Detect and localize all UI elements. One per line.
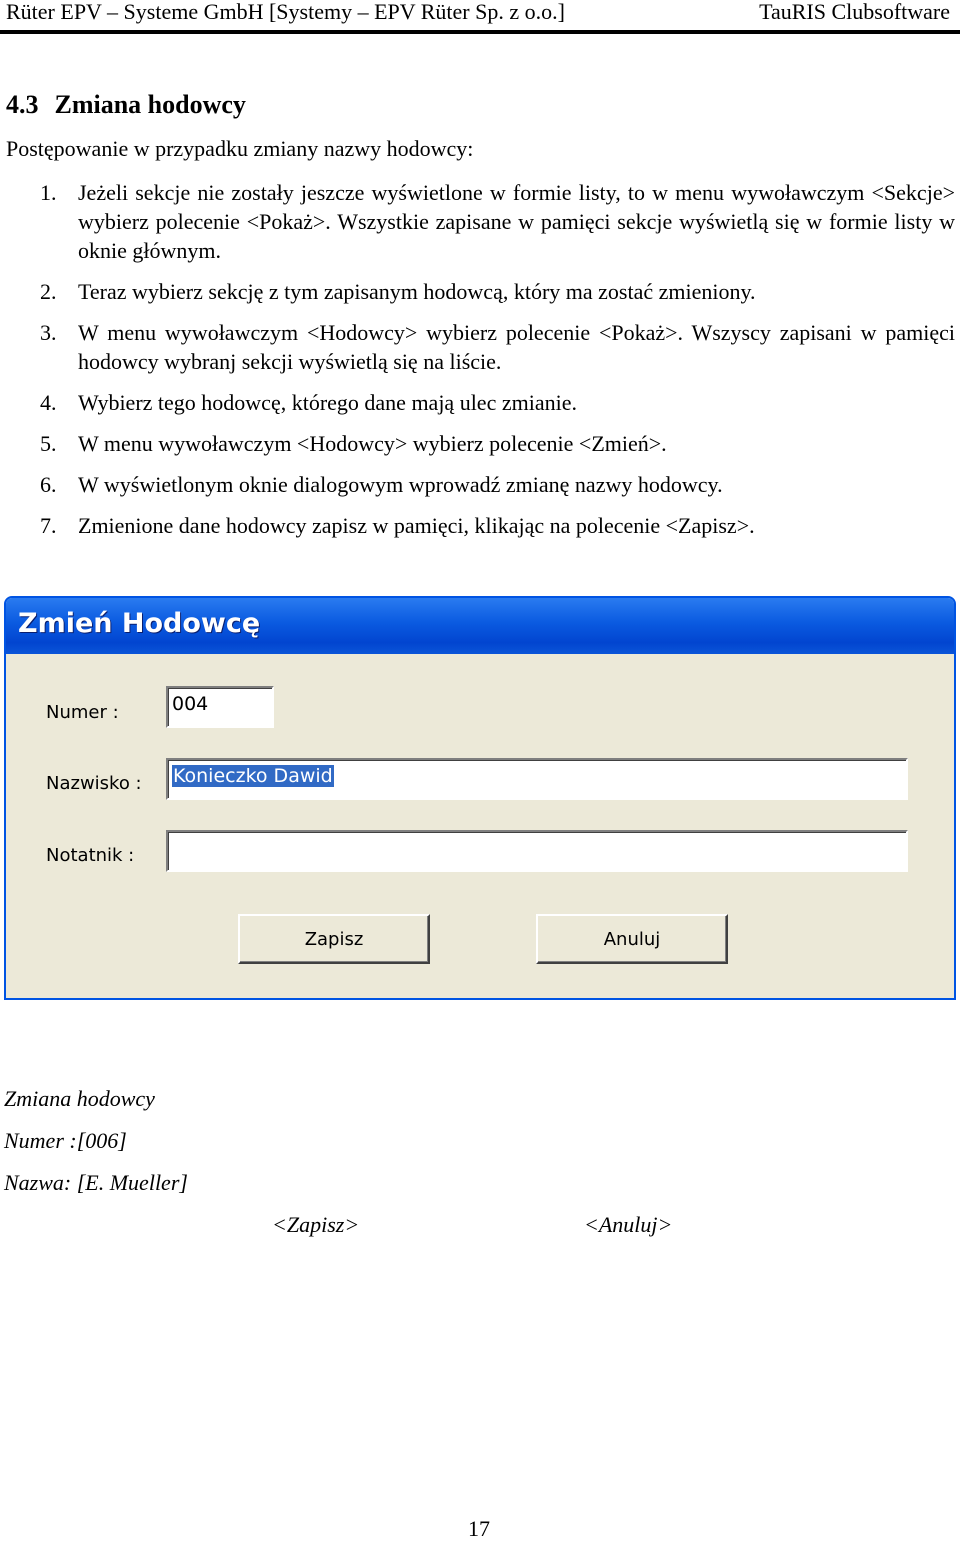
step-number: 1. xyxy=(40,180,57,205)
header-divider xyxy=(0,30,960,34)
page-header xyxy=(6,0,950,26)
step-text: W menu wywoławczym <Hodowcy> wybierz polecenie <Zmień>. xyxy=(78,431,667,456)
step-text: Jeżeli sekcje nie zostały jeszcze wyświetlone w formie listy, to w menu wywoławczym <Sekcje> wybierz polecenie <Pokaż>. Wszystkie zapisane w pamięci sekcje wyświetlą się w formie listy w oknie głównym. xyxy=(78,180,955,263)
step-text: W menu wywoławczym <Hodowcy> wybierz polecenie <Pokaż>. Wszyscy zapisani w pamięci hodowcy wybranj sekcji wyświetlą się na liście. xyxy=(78,320,955,374)
steps-list xyxy=(40,178,955,552)
save-button[interactable]: Zapisz xyxy=(238,914,430,964)
caption-numer: Numer :[006] xyxy=(4,1128,127,1153)
dialog-title: Zmień Hodowcę xyxy=(18,608,261,639)
step-number: 7. xyxy=(40,513,57,538)
numer-value: 004 xyxy=(172,693,209,715)
header-product: TauRIS Clubsoftware xyxy=(759,0,950,24)
nazwisko-label: Nazwisko : xyxy=(46,773,142,794)
page-number: 17 xyxy=(468,1516,490,1541)
step-number: 4. xyxy=(40,390,57,415)
cancel-button[interactable]: Anuluj xyxy=(536,914,728,964)
step-item xyxy=(40,470,955,499)
step-number: 2. xyxy=(40,279,57,304)
header-company: Rüter EPV – Systeme GmbH [Systemy – EPV Rüter Sp. z o.o.] xyxy=(6,0,565,24)
intro-text: Postępowanie w przypadku zmiany nazwy hodowcy: xyxy=(6,136,474,161)
step-text: Zmienione dane hodowcy zapisz w pamięci, klikając na polecenie <Zapisz>. xyxy=(78,513,755,538)
section-title: Zmiana hodowcy xyxy=(54,90,246,119)
step-text: W wyświetlonym oknie dialogowym wprowadź zmianę nazwy hodowcy. xyxy=(78,472,723,497)
step-item xyxy=(40,429,955,458)
step-item xyxy=(40,318,955,376)
section-number: 4.3 xyxy=(6,90,39,119)
step-item xyxy=(40,178,955,265)
nazwisko-value: Konieczko Dawid xyxy=(173,765,333,787)
caption-save: <Zapisz> xyxy=(272,1212,360,1237)
step-number: 5. xyxy=(40,431,57,456)
step-item xyxy=(40,511,955,540)
caption-title: Zmiana hodowcy xyxy=(4,1086,155,1111)
step-text: Wybierz tego hodowcę, którego dane mają ulec zmianie. xyxy=(78,390,577,415)
step-item xyxy=(40,277,955,306)
notatnik-input[interactable] xyxy=(166,830,908,872)
caption-nazwa: Nazwa: [E. Mueller] xyxy=(4,1170,188,1195)
step-item xyxy=(40,388,955,417)
numer-input[interactable] xyxy=(166,686,274,728)
dialog-titlebar[interactable] xyxy=(6,598,954,654)
nazwisko-input[interactable] xyxy=(166,758,908,800)
step-text: Teraz wybierz sekcję z tym zapisanym hodowcą, który ma zostać zmieniony. xyxy=(78,279,756,304)
caption-cancel: <Anuluj> xyxy=(584,1212,673,1237)
section-heading xyxy=(6,90,246,120)
notatnik-label: Notatnik : xyxy=(46,845,135,866)
numer-label: Numer : xyxy=(46,702,119,723)
zmien-hodowce-dialog xyxy=(4,596,956,1000)
step-number: 3. xyxy=(40,320,57,345)
step-number: 6. xyxy=(40,472,57,497)
